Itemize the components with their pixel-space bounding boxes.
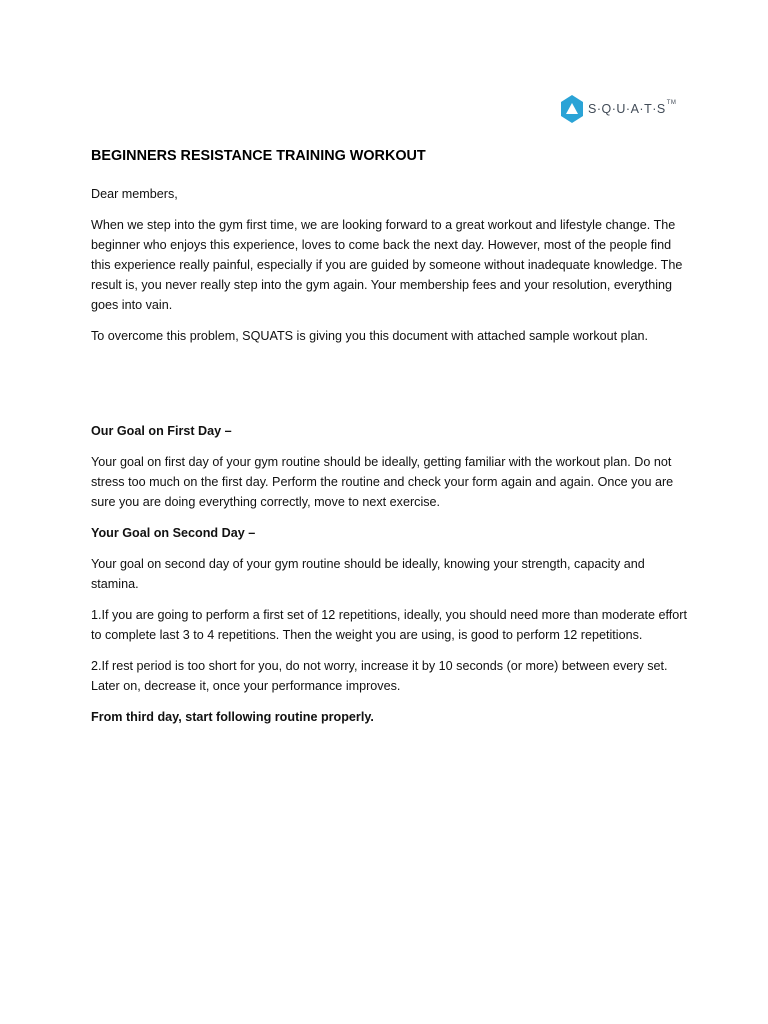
first-day-text: Your goal on first day of your gym routine should be ideally, getting familiar with the workout plan. Do not stress too much on the first day. Perform the routine and check your form again and again. Once you are sure you are doing everything correctly, move to next exercise. <box>91 455 674 509</box>
point-2: 2.If rest period is too short for you, do not worry, increase it by 10 seconds (or more) between every set. Later on, decrease it, once your performance improves. <box>91 659 668 693</box>
overcome-paragraph: To overcome this problem, SQUATS is giving you this document with attached sample workout plan. <box>91 329 648 343</box>
document-body <box>91 146 691 738</box>
spacer <box>91 357 691 421</box>
logo-trademark: TM <box>666 100 677 106</box>
logo-brand-text: S·Q·U·A·T·S™ <box>588 100 677 116</box>
squats-logo <box>560 92 676 126</box>
intro-paragraph: When we step into the gym first time, we are looking forward to a great workout and lifestyle change. The beginner who enjoys this experience, loves to come back the next day. However, most of the people find this experience really painful, especially if you are guided by someone without inadequate knowledge. The result is, you never really step into the gym again. Your membership fees and your resolution, everything goes into vain. <box>91 218 683 312</box>
second-day-heading: Your Goal on Second Day – <box>91 526 256 540</box>
point-1: 1.If you are going to perform a first set of 12 repetitions, ideally, you should need more than moderate effort to complete last 3 to 4 repetitions. Then the weight you are using, is good to perform 12 repetitions. <box>91 608 687 642</box>
triangle-hexagon-logo-icon <box>560 94 584 124</box>
first-day-heading: Our Goal on First Day – <box>91 424 232 438</box>
salutation: Dear members, <box>91 187 178 201</box>
second-day-text: Your goal on second day of your gym routine should be ideally, knowing your strength, capacity and stamina. <box>91 557 645 591</box>
document-title: BEGINNERS RESISTANCE TRAINING WORKOUT <box>91 148 426 164</box>
closing-line: From third day, start following routine properly. <box>91 710 374 724</box>
